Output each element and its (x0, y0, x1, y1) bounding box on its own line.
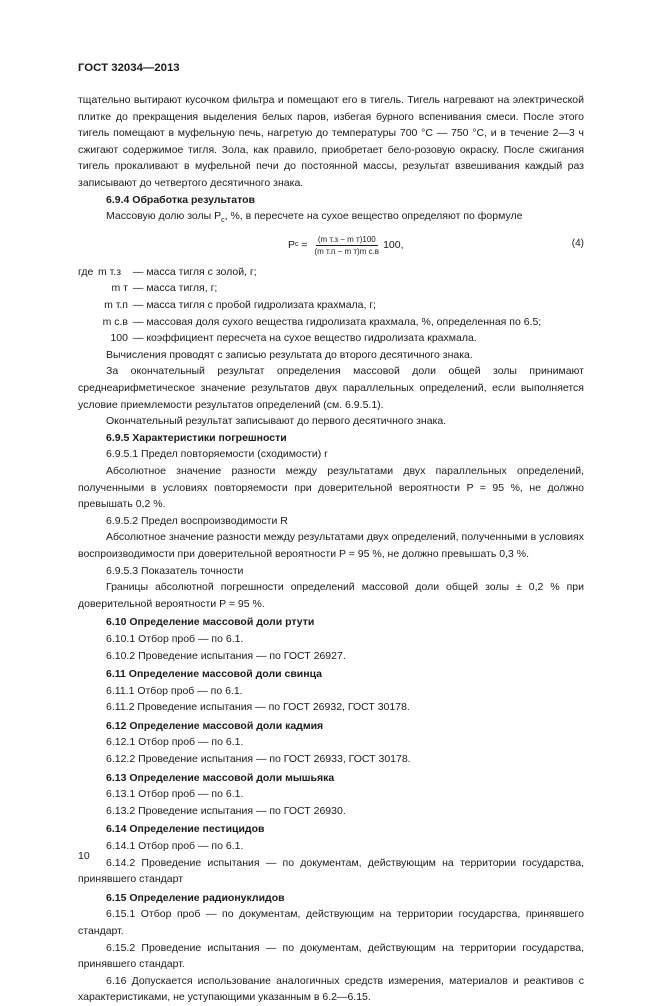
list-item: 6.12.1 Отбор проб — по 6.1. (106, 736, 244, 749)
page-body (78, 92, 584, 1006)
equation-number: (4) (571, 237, 584, 249)
list-item: 6.12.2 Проведение испытания — по ГОСТ 26933, ГОСТ 30178. (106, 753, 411, 766)
list-item: 6.13.1 Отбор проб — по 6.1. (106, 788, 244, 801)
list-item: 6.13.2 Проведение испытания — по ГОСТ 26930. (106, 804, 346, 817)
paragraph: Вычисления проводят с записью результата до второго десятичного знака. (106, 348, 473, 361)
formula-fraction (312, 234, 381, 257)
definition-row: m с.в — массовая доля сухого вещества гидролизата крахмала, %, определенная по 6.5; (102, 315, 542, 328)
formula-lead: Массовую долю золы $P_с$, %, в пересчете на сухое вещество определяют по формуле (106, 210, 523, 225)
list-item: 6.15.1 Отбор проб — по документам, действующим на территории государства, принявшего стандарт. (78, 908, 584, 937)
section-6-12-heading: 6.12 Определение массовой доли кадмия (106, 719, 324, 732)
paragraph: Окончательный результат записывают до первого десятичного знака. (106, 415, 447, 428)
list-item: 6.14.1 Отбор проб — по 6.1. (106, 840, 244, 853)
formula-numerator: (m т.з − m т)100 (317, 234, 376, 244)
paragraph: Границы абсолютной погрешности определений массовой доли общей золы ± 0,2 % при доверительной вероятности P = 95 %. (78, 581, 584, 610)
list-item: 6.15.2 Проведение испытания — по документам, действующим на территории государства, принявшего стандарт. (78, 941, 584, 971)
paragraph: За окончательный результат определения массовой доли общей золы принимают среднеарифметическое значение результатов двух параллельных определений, если выполняется условие приемлемости результатов определений (см. 6.9.5.1). (78, 365, 584, 411)
list-item: 6.10.2 Проведение испытания — по ГОСТ 26927. (106, 649, 346, 662)
section-6-9-4-heading: 6.9.4 Обработка результатов (106, 193, 255, 206)
subsection-heading: 6.9.5.3 Показатель точности (106, 564, 244, 577)
formula: P с = $\frac{\text{(m т.з − m т)100}}{\text{(m т.п − m т)m с.в}}$ 100, (288, 234, 404, 256)
section-6-11-heading: 6.11 Определение массовой доли свинца (106, 668, 323, 681)
section-6-10-heading: 6.10 Определение массовой доли ртути (106, 616, 315, 629)
formula-denominator: (m т.п − m т)m с.в (314, 246, 380, 256)
section-6-13-heading: 6.13 Определение массовой доли мышьяка (106, 771, 335, 784)
definition-row: m т — масса тигля, г; (111, 282, 218, 295)
intro-paragraph: тщательно вытирают кусочком фильтра и помещают его в тигель. Тигель нагревают на электрической плитке до прекращения выделения белых паров, избегая бурного вспенивания смеси. После этого тигель помещают в муфельную печь, нагретую до температуры 700 °С — 750 °С, и в течение 2—3 ч сжигают содержимое тигля. Зола, как правило, приобретает бело-розовую окраску. После сжигания тигель прокаливают в муфельной печи до постоянной массы, результат взвешивания каждый раз записывают до четвертого десятичного знака. (78, 94, 584, 189)
definition-row: 100 — коэффициент пересчета на сухое вещество гидролизата крахмала. (110, 332, 477, 345)
definition-row: где m т.з — масса тигля с золой, г; (78, 265, 257, 278)
section-6-16-paragraph: 6.16 Допускается использование аналогичных средств измерения, материалов и реактивов с характеристиками, не уступающими указанным в 6.2—6.15. (78, 974, 584, 1004)
section-6-9-5-heading: 6.9.5 Характеристики погрешности (106, 431, 287, 444)
definition-row: m т.п — масса тигля с пробой гидролизата крахмала, г; (104, 299, 377, 312)
subsection-heading: 6.9.5.1 Предел повторяемости (сходимости) r (106, 448, 328, 461)
paragraph: Абсолютное значение разности между результатами двух параллельных определений, полученными в условиях повторяемости при доверительной вероятности P = 95 %, не должно превышать 0,2 %. (78, 464, 584, 511)
list-item: 6.11.1 Отбор проб — по 6.1. (106, 684, 243, 697)
list-item: 6.11.2 Проведение испытания — по ГОСТ 26932, ГОСТ 30178. (106, 701, 410, 714)
section-6-14-heading: 6.14 Определение пестицидов (106, 823, 265, 836)
subsection-heading: 6.9.5.2 Предел воспроизводимости R (106, 514, 288, 527)
document-header: ГОСТ 32034—2013 (78, 62, 180, 74)
page-number: 10 (78, 850, 90, 862)
formula-block (78, 230, 584, 264)
list-item: 6.14.2 Проведение испытания — по документам, действующим на территории государства, принявшего стандарт (78, 856, 584, 886)
section-6-15-heading: 6.15 Определение радионуклидов (106, 891, 285, 904)
paragraph: Абсолютное значение разности между результатами двух определений, полученными в условиях воспроизводимости при доверительной вероятности P = 95 %, не должно превышать 0,3 %. (78, 531, 584, 560)
variable-definitions (78, 264, 584, 347)
list-item: 6.10.1 Отбор проб — по 6.1. (106, 632, 244, 645)
